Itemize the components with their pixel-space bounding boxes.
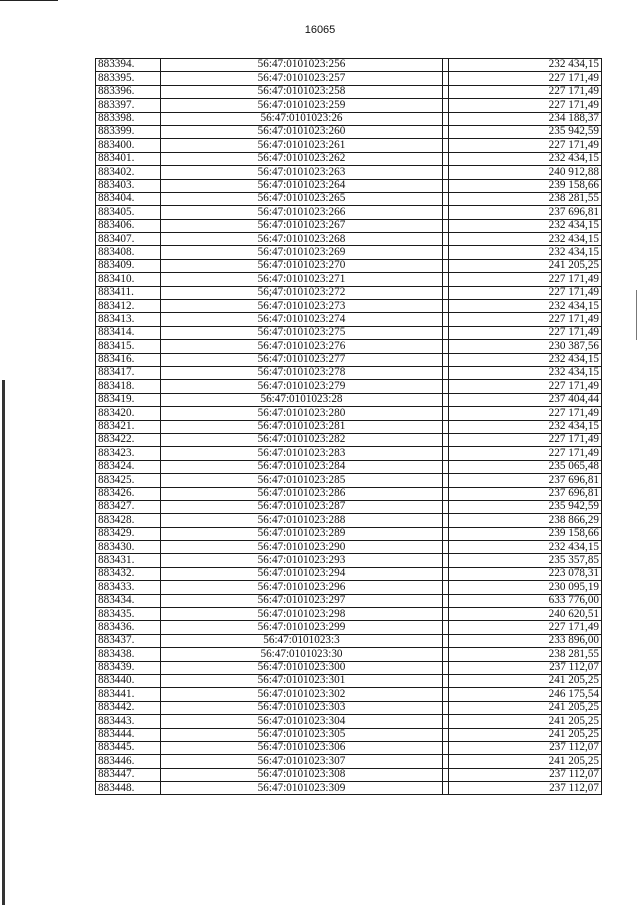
table-row [96, 59, 602, 72]
table-row [96, 487, 602, 500]
cadastral-number-cell: 56:47:0101023:296 [161, 581, 443, 594]
cadastral-number-cell: 56:47:0101023:3 [161, 634, 443, 647]
value-cell: 227 171,49 [449, 326, 602, 339]
row-number-cell: 883446. [96, 755, 161, 768]
value-cell: 240 912,88 [449, 166, 602, 179]
registry-table [95, 58, 602, 795]
row-number-cell: 883426. [96, 487, 161, 500]
table-row [96, 634, 602, 647]
cadastral-number-cell: 56:47:0101023:260 [161, 125, 443, 138]
value-cell: 232 434,15 [449, 233, 602, 246]
table-row [96, 688, 602, 701]
row-number-cell: 883398. [96, 112, 161, 125]
value-cell: 232 434,15 [449, 246, 602, 259]
row-number-cell: 883433. [96, 581, 161, 594]
row-number-cell: 883420. [96, 407, 161, 420]
value-cell: 223 078,31 [449, 567, 602, 580]
cadastral-number-cell: 56:47:0101023:282 [161, 433, 443, 446]
cadastral-number-cell: 56:47:0101023:277 [161, 353, 443, 366]
value-cell: 237 696,81 [449, 474, 602, 487]
cadastral-number-cell: 56:47:0101023:261 [161, 139, 443, 152]
value-cell: 237 112,07 [449, 741, 602, 754]
row-number-cell: 883407. [96, 233, 161, 246]
cadastral-number-cell: 56:47:0101023:286 [161, 487, 443, 500]
row-number-cell: 883432. [96, 567, 161, 580]
cadastral-number-cell: 56:47:0101023:268 [161, 233, 443, 246]
table-row [96, 460, 602, 473]
cadastral-number-cell: 56:47:0101023:271 [161, 273, 443, 286]
row-number-cell: 883418. [96, 380, 161, 393]
value-cell: 240 620,51 [449, 608, 602, 621]
value-cell: 232 434,15 [449, 353, 602, 366]
cadastral-number-cell: 56:47:0101023:293 [161, 554, 443, 567]
cadastral-number-cell: 56:47:0101023:284 [161, 460, 443, 473]
cadastral-number-cell: 56:47:0101023:269 [161, 246, 443, 259]
cadastral-number-cell: 56:47:0101023:257 [161, 72, 443, 85]
row-number-cell: 883444. [96, 728, 161, 741]
value-cell: 237 112,07 [449, 661, 602, 674]
value-cell: 233 896,00 [449, 634, 602, 647]
cadastral-number-cell: 56:47:0101023:309 [161, 782, 443, 795]
table-row [96, 139, 602, 152]
table-row [96, 72, 602, 85]
cadastral-number-cell: 56:47:0101023:285 [161, 474, 443, 487]
table-row [96, 728, 602, 741]
cadastral-number-cell: 56:47:0101023:30 [161, 648, 443, 661]
table-row [96, 474, 602, 487]
table-row [96, 755, 602, 768]
row-number-cell: 883442. [96, 701, 161, 714]
table-row [96, 741, 602, 754]
scan-edge-line [0, 0, 58, 1]
value-cell: 239 158,66 [449, 179, 602, 192]
cadastral-number-cell: 56:47:0101023:288 [161, 514, 443, 527]
row-number-cell: 883414. [96, 326, 161, 339]
value-cell: 238 866,29 [449, 514, 602, 527]
row-number-cell: 883415. [96, 340, 161, 353]
table-row [96, 527, 602, 540]
row-number-cell: 883416. [96, 353, 161, 366]
row-number-cell: 883395. [96, 72, 161, 85]
table-row [96, 648, 602, 661]
table-row [96, 554, 602, 567]
value-cell: 227 171,49 [449, 139, 602, 152]
value-cell: 241 205,25 [449, 715, 602, 728]
table-row [96, 581, 602, 594]
value-cell: 227 171,49 [449, 407, 602, 420]
cadastral-number-cell: 56:47:0101023:265 [161, 192, 443, 205]
scan-margin-mark [636, 290, 637, 340]
scan-margin-rule [2, 380, 5, 905]
table-row [96, 233, 602, 246]
table-row [96, 366, 602, 379]
row-number-cell: 883437. [96, 634, 161, 647]
cadastral-number-cell: 56:47:0101023:305 [161, 728, 443, 741]
cadastral-number-cell: 56:47:0101023:267 [161, 219, 443, 232]
table-row [96, 661, 602, 674]
row-number-cell: 883439. [96, 661, 161, 674]
row-number-cell: 883394. [96, 59, 161, 72]
table-row [96, 246, 602, 259]
cadastral-number-cell: 56:47:0101023:259 [161, 99, 443, 112]
value-cell: 237 696,81 [449, 206, 602, 219]
table-row [96, 447, 602, 460]
cadastral-number-cell: 56:47:0101023:273 [161, 300, 443, 313]
row-number-cell: 883436. [96, 621, 161, 634]
row-number-cell: 883441. [96, 688, 161, 701]
table-row [96, 219, 602, 232]
cadastral-number-cell: 56:47:0101023:289 [161, 527, 443, 540]
row-number-cell: 883401. [96, 152, 161, 165]
row-number-cell: 883400. [96, 139, 161, 152]
value-cell: 241 205,25 [449, 259, 602, 272]
value-cell: 227 171,49 [449, 99, 602, 112]
row-number-cell: 883443. [96, 715, 161, 728]
value-cell: 237 404,44 [449, 393, 602, 406]
cadastral-number-cell: 56:47:0101023:270 [161, 259, 443, 272]
row-number-cell: 883424. [96, 460, 161, 473]
cadastral-number-cell: 56:47:0101023:279 [161, 380, 443, 393]
cadastral-number-cell: 56:47:0101023:26 [161, 112, 443, 125]
cadastral-number-cell: 56:47:0101023:290 [161, 541, 443, 554]
row-number-cell: 883422. [96, 433, 161, 446]
table-row [96, 594, 602, 607]
row-number-cell: 883417. [96, 366, 161, 379]
table-row [96, 380, 602, 393]
cadastral-number-cell: 56:47:0101023:300 [161, 661, 443, 674]
cadastral-number-cell: 56:47:0101023:275 [161, 326, 443, 339]
table-row [96, 407, 602, 420]
value-cell: 237 112,07 [449, 768, 602, 781]
row-number-cell: 883405. [96, 206, 161, 219]
cadastral-number-cell: 56:47:0101023:281 [161, 420, 443, 433]
page-number: 16065 [304, 24, 336, 36]
value-cell: 232 434,15 [449, 219, 602, 232]
row-number-cell: 883438. [96, 648, 161, 661]
table-row [96, 715, 602, 728]
table-row [96, 152, 602, 165]
cadastral-number-cell: 56:47:0101023:283 [161, 447, 443, 460]
value-cell: 241 205,25 [449, 728, 602, 741]
table-row [96, 313, 602, 326]
table-row [96, 393, 602, 406]
value-cell: 227 171,49 [449, 286, 602, 299]
row-number-cell: 883423. [96, 447, 161, 460]
value-cell: 241 205,25 [449, 674, 602, 687]
cadastral-number-cell: 56:47:0101023:302 [161, 688, 443, 701]
row-number-cell: 883409. [96, 259, 161, 272]
cadastral-number-cell: 56:47:0101023:274 [161, 313, 443, 326]
table-row [96, 567, 602, 580]
table-row [96, 541, 602, 554]
value-cell: 230 095,19 [449, 581, 602, 594]
cadastral-number-cell: 56:47:0101023:303 [161, 701, 443, 714]
cadastral-number-cell: 56:47:0101023:278 [161, 366, 443, 379]
table-row [96, 768, 602, 781]
cadastral-number-cell: 56:47:0101023:256 [161, 59, 443, 72]
value-cell: 235 942,59 [449, 500, 602, 513]
table-row [96, 112, 602, 125]
value-cell: 232 434,15 [449, 152, 602, 165]
value-cell: 239 158,66 [449, 527, 602, 540]
row-number-cell: 883429. [96, 527, 161, 540]
table-row [96, 514, 602, 527]
row-number-cell: 883411. [96, 286, 161, 299]
value-cell: 232 434,15 [449, 420, 602, 433]
table-row [96, 85, 602, 98]
row-number-cell: 883445. [96, 741, 161, 754]
table-row [96, 674, 602, 687]
table-row [96, 273, 602, 286]
table-row [96, 420, 602, 433]
value-cell: 237 112,07 [449, 782, 602, 795]
row-number-cell: 883428. [96, 514, 161, 527]
row-number-cell: 883447. [96, 768, 161, 781]
row-number-cell: 883421. [96, 420, 161, 433]
row-number-cell: 883412. [96, 300, 161, 313]
value-cell: 633 776,00 [449, 594, 602, 607]
table-row [96, 166, 602, 179]
cadastral-number-cell: 56:47:0101023:304 [161, 715, 443, 728]
table-row [96, 608, 602, 621]
row-number-cell: 883406. [96, 219, 161, 232]
cadastral-number-cell: 56;47:0101023:272 [161, 286, 443, 299]
value-cell: 227 171,49 [449, 380, 602, 393]
value-cell: 237 696,81 [449, 487, 602, 500]
value-cell: 241 205,25 [449, 755, 602, 768]
cadastral-number-cell: 56:47:0101023:299 [161, 621, 443, 634]
row-number-cell: 883410. [96, 273, 161, 286]
row-number-cell: 883425. [96, 474, 161, 487]
table-row [96, 206, 602, 219]
table-row [96, 433, 602, 446]
value-cell: 232 434,15 [449, 366, 602, 379]
row-number-cell: 883427. [96, 500, 161, 513]
row-number-cell: 883397. [96, 99, 161, 112]
row-number-cell: 883419. [96, 393, 161, 406]
row-number-cell: 883402. [96, 166, 161, 179]
cadastral-number-cell: 56:47:0101023:306 [161, 741, 443, 754]
cadastral-number-cell: 56:47:0101023:287 [161, 500, 443, 513]
table-row [96, 179, 602, 192]
value-cell: 232 434,15 [449, 300, 602, 313]
value-cell: 232 434,15 [449, 541, 602, 554]
value-cell: 235 942,59 [449, 125, 602, 138]
value-cell: 235 065,48 [449, 460, 602, 473]
value-cell: 234 188,37 [449, 112, 602, 125]
table-row [96, 782, 602, 795]
table-row [96, 326, 602, 339]
table-row [96, 125, 602, 138]
row-number-cell: 883431. [96, 554, 161, 567]
value-cell: 227 171,49 [449, 72, 602, 85]
table-row [96, 286, 602, 299]
cadastral-number-cell: 56:47:0101023:276 [161, 340, 443, 353]
table-row [96, 300, 602, 313]
value-cell: 246 175,54 [449, 688, 602, 701]
value-cell: 227 171,49 [449, 621, 602, 634]
value-cell: 227 171,49 [449, 313, 602, 326]
row-number-cell: 883404. [96, 192, 161, 205]
row-number-cell: 883434. [96, 594, 161, 607]
value-cell: 227 171,49 [449, 447, 602, 460]
value-cell: 227 171,49 [449, 433, 602, 446]
registry-table-body [96, 59, 602, 795]
row-number-cell: 883396. [96, 85, 161, 98]
cadastral-number-cell: 56:47:0101023:294 [161, 567, 443, 580]
value-cell: 241 205,25 [449, 701, 602, 714]
cadastral-number-cell: 56:47:0101023:298 [161, 608, 443, 621]
value-cell: 232 434,15 [449, 59, 602, 72]
row-number-cell: 883399. [96, 125, 161, 138]
cadastral-number-cell: 56:47:0101023:280 [161, 407, 443, 420]
cadastral-number-cell: 56:47:0101023:262 [161, 152, 443, 165]
row-number-cell: 883408. [96, 246, 161, 259]
table-row [96, 621, 602, 634]
row-number-cell: 883435. [96, 608, 161, 621]
cadastral-number-cell: 56:47:0101023:297 [161, 594, 443, 607]
cadastral-number-cell: 56:47:0101023:28 [161, 393, 443, 406]
value-cell: 238 281,55 [449, 192, 602, 205]
table-row [96, 340, 602, 353]
row-number-cell: 883448. [96, 782, 161, 795]
table-row [96, 353, 602, 366]
row-number-cell: 883440. [96, 674, 161, 687]
table-row [96, 99, 602, 112]
value-cell: 230 387,56 [449, 340, 602, 353]
value-cell: 235 357,85 [449, 554, 602, 567]
value-cell: 238 281,55 [449, 648, 602, 661]
cadastral-number-cell: 56:47:0101023:263 [161, 166, 443, 179]
cadastral-number-cell: 56:47:0101023:301 [161, 674, 443, 687]
row-number-cell: 883413. [96, 313, 161, 326]
cadastral-number-cell: 56:47:0101023:264 [161, 179, 443, 192]
value-cell: 227 171,49 [449, 85, 602, 98]
table-row [96, 701, 602, 714]
cadastral-number-cell: 56:47:0101023:308 [161, 768, 443, 781]
table-row [96, 500, 602, 513]
value-cell: 227 171,49 [449, 273, 602, 286]
cadastral-number-cell: 56:47:0101023:258 [161, 85, 443, 98]
row-number-cell: 883430. [96, 541, 161, 554]
row-number-cell: 883403. [96, 179, 161, 192]
table-row [96, 192, 602, 205]
cadastral-number-cell: 56:47:0101023:266 [161, 206, 443, 219]
table-row [96, 259, 602, 272]
cadastral-number-cell: 56:47:0101023:307 [161, 755, 443, 768]
